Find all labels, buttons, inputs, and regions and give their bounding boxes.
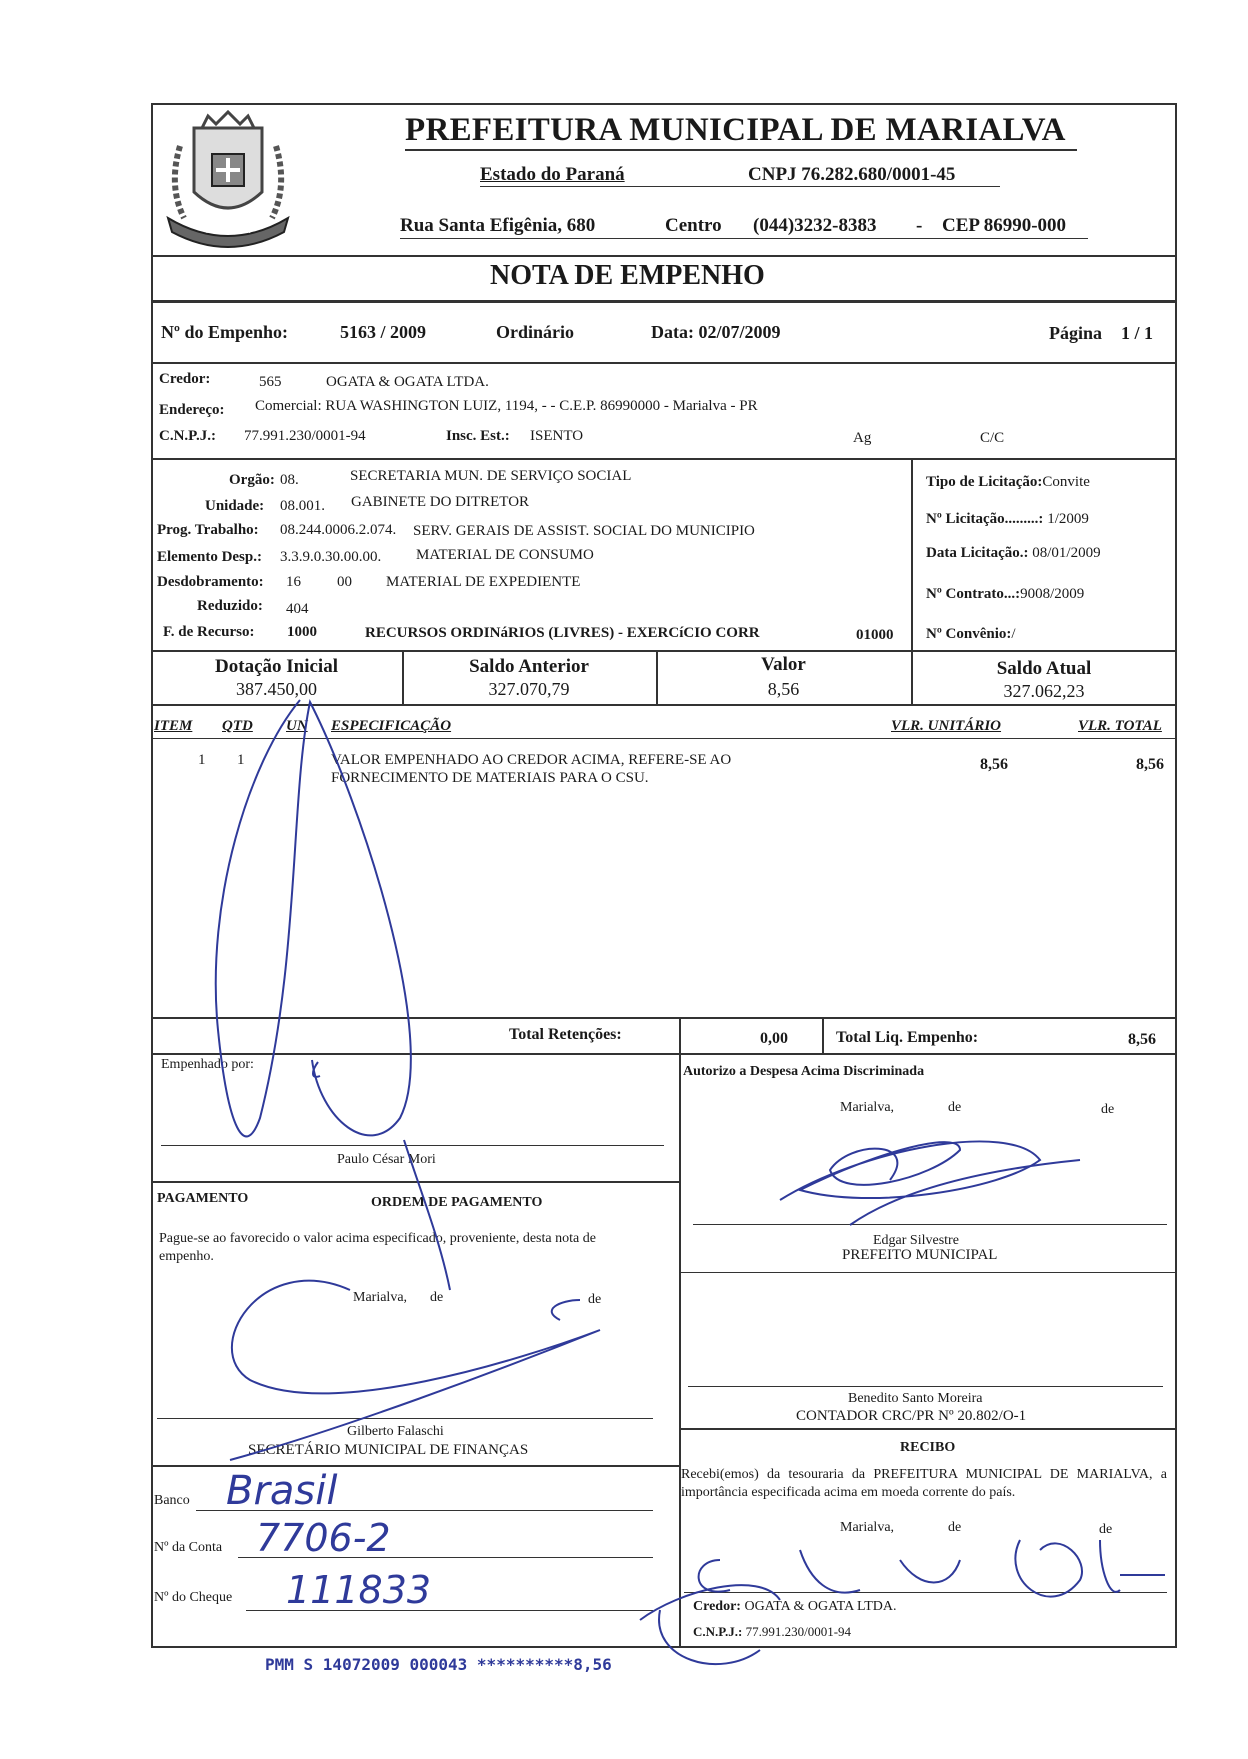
contrato-label: Nº Contrato...: [926,586,1021,602]
divider-autorizo [679,1272,1177,1273]
ie-value: ISENTO [530,428,584,444]
ag-label: Ag [853,430,872,446]
col-qtd: QTD [222,718,253,734]
prog-name: SERV. GERAIS DE ASSIST. SOCIAL DO MUNICIPIO [413,523,755,539]
credor-label: Credor: [159,371,211,387]
pagamento-de2: de [588,1292,602,1307]
address-underline [400,238,1088,239]
recibo-credor-label: Credor: [693,1599,741,1614]
valor-label: Valor [761,654,806,675]
fonte-label: F. de Recurso: [163,624,255,640]
contador-signature-line [688,1386,1163,1387]
valor-value: 8,56 [767,679,800,699]
fonte-name: RECURSOS ORDINáRIOS (LIVRES) - EXERCíCIO CORR [365,625,760,641]
item-total-value: 8,56 [1136,756,1164,773]
desd-a: 16 [286,574,301,590]
saldo-atual-value: 327.062,23 [1003,681,1085,701]
contador-role: CONTADOR CRC/PR Nº 20.802/O-1 [796,1408,1027,1424]
autorizo-role: PREFEITO MUNICIPAL [842,1247,998,1263]
dotacao-value: 387.450,00 [236,679,317,699]
elem-name: MATERIAL DE CONSUMO [416,547,594,563]
col-un: UN [286,718,308,734]
conta-label: Nº da Conta [154,1540,223,1555]
recibo-cnpj: 77.991.230/0001-94 [745,1624,852,1639]
autorizo-de2: de [1101,1102,1115,1117]
recibo-label: RECIBO [900,1440,956,1455]
saldo-atual-label: Saldo Atual [996,658,1092,679]
pagamento-text: Pague-se ao favorecido o valor acima especificado, proveniente, desta nota de empenho. [159,1231,596,1264]
col-item: ITEM [154,718,193,734]
banco-label: Banco [154,1493,190,1508]
header-district: Centro [665,215,722,236]
divider-licitacao [911,458,913,650]
desd-b: 00 [337,574,352,590]
recibo-de1: de [948,1520,962,1535]
saldo-anterior-label: Saldo Anterior [469,656,589,677]
svg-text:MARIALVA: MARIALVA [205,226,251,236]
ordem-pagamento-label: ORDEM DE PAGAMENTO [371,1195,543,1210]
elem-code: 3.3.9.0.30.00.00. [280,549,382,565]
credor-code: 565 [259,374,282,390]
banco-value: Brasil [226,1468,338,1514]
fonte-num: 01000 [856,627,894,643]
tipo-licitacao-label: Tipo de Licitação: [926,474,1043,490]
pagamento-signature-line [157,1418,653,1419]
divider-saldos [151,704,1177,706]
credor-cnpj-label: C.N.P.J.: [159,428,216,444]
unidade-code: 08.001. [280,498,325,514]
divider-empenho [151,362,1177,364]
orgao-label: Orgão: [229,472,275,488]
item-qtd: 1 [237,752,245,768]
empenho-date: Data: 02/07/2009 [651,322,781,342]
item-unit-value: 8,56 [980,756,1008,773]
dotacao-label: Dotação Inicial [215,656,338,677]
reduzido-value: 404 [286,601,309,617]
state-underline [480,186,1000,187]
unidade-label: Unidade: [205,498,265,514]
divider-budget [151,650,1177,652]
total-retencoes-label: Total Retenções: [509,1026,622,1043]
prog-label: Prog. Trabalho: [157,522,259,538]
autorizo-de1: de [948,1100,962,1115]
convenio-label: Nº Convênio: [926,626,1012,642]
state-name: Estado do Paraná [480,164,625,185]
ie-label: Insc. Est.: [446,428,510,444]
unidade-name: GABINETE DO DITRETOR [351,494,530,510]
empenhado-signature-line [161,1145,664,1146]
contador-name: Benedito Santo Moreira [848,1391,983,1406]
divider-items-header [151,738,1177,739]
fonte-code: 1000 [287,624,317,640]
divider-title [151,300,1177,303]
empenhado-label: Empenhado por: [161,1057,254,1072]
municipal-coat-of-arms-icon [154,106,302,254]
address-label: Endereço: [159,402,225,418]
col-especificacao: ESPECIFICAÇÃO [331,718,452,734]
page-value: 1 / 1 [1121,323,1154,343]
reduzido-label: Reduzido: [197,598,263,614]
total-liq-label: Total Liq. Empenho: [836,1029,979,1046]
empenho-label: Nº do Empenho: [161,322,288,342]
elem-label: Elemento Desp.: [157,549,262,565]
prog-code: 08.244.0006.2.074. [280,522,397,538]
credor-cnpj: 77.991.230/0001-94 [244,428,366,444]
divider-pagamento [151,1465,679,1467]
desd-name: MATERIAL DE EXPEDIENTE [386,574,581,590]
divider-totals-2 [822,1017,824,1053]
orgao-name: SECRETARIA MUN. DE SERVIÇO SOCIAL [350,468,632,484]
payment-stamp: PMM S 14072009 000043 **********8,56 [265,1655,612,1674]
cheque-label: Nº do Cheque [154,1590,233,1605]
header-street: Rua Santa Efigênia, 680 [400,215,596,236]
divider-lower-middle [679,1053,681,1648]
total-liq-value: 8,56 [1128,1031,1156,1048]
orgao-code: 08. [280,472,299,488]
credor-address: Comercial: RUA WASHINGTON LUIZ, 1194, - - C.E.P. 86990000 - Marialva - PR [255,398,758,414]
pagamento-label: PAGAMENTO [157,1191,249,1206]
divider-totals-1 [679,1017,681,1053]
header-dash: - [916,215,923,236]
title-underline [405,149,1077,151]
tipo-licitacao: Convite [1042,474,1090,490]
col-vlr-total: VLR. TOTAL [1078,718,1162,734]
header-cnpj: CNPJ 76.282.680/0001-45 [748,164,956,185]
recibo-signature-line [684,1592,1167,1593]
item-desc-line2: FORNECIMENTO DE MATERIAIS PARA O CSU. [331,770,649,786]
page-title: PREFEITURA MUNICIPAL DE MARIALVA [405,112,1066,148]
pagamento-place: Marialva, [353,1290,408,1305]
contrato-value: 9008/2009 [1020,586,1085,602]
recibo-credor: OGATA & OGATA LTDA. [744,1599,897,1614]
cheque-value: 111833 [286,1568,432,1612]
doc-title: NOTA DE EMPENHO [490,260,765,291]
conta-value: 7706-2 [256,1516,391,1560]
divider-totals-bottom [151,1053,1177,1055]
pagamento-role: SECRETÁRIO MUNICIPAL DE FINANÇAS [248,1442,529,1458]
pagamento-de1: de [430,1290,444,1305]
autorizo-name: Edgar Silvestre [873,1233,959,1248]
total-retencoes-value: 0,00 [760,1030,788,1047]
desd-label: Desdobramento: [157,574,264,590]
page-label: Página [1049,323,1103,343]
autorizo-label: Autorizo a Despesa Acima Discriminada [683,1064,925,1079]
divider-empenhado [151,1181,679,1183]
recibo-text: Recebi(emos) da tesouraria da PREFEITURA MUNICIPAL DE MARIALVA, a importância especificada acima em moeda corrente do país. [681,1467,1167,1500]
saldo-anterior-value: 327.070,79 [488,679,570,699]
data-licitacao-label: Data Licitação.: [926,545,1029,561]
col-vlr-unitario: VLR. UNITÁRIO [891,718,1002,734]
credor-name: OGATA & OGATA LTDA. [326,374,489,390]
empenhado-name: Paulo César Mori [337,1152,436,1167]
recibo-cnpj-label: C.N.P.J.: [693,1624,743,1639]
recibo-de2: de [1099,1522,1113,1537]
empenho-type: Ordinário [496,322,575,342]
cc-label: C/C [980,430,1005,446]
num-licitacao: 1/2009 [1047,511,1089,527]
convenio-value: / [1011,626,1016,642]
num-licitacao-label: Nº Licitação.........: [926,511,1044,527]
divider-credor [151,458,1177,460]
header-cep: CEP 86990-000 [942,215,1067,236]
empenho-number: 5163 / 2009 [340,322,427,342]
header-phone: (044)3232-8383 [753,215,877,236]
recibo-place: Marialva, [840,1520,895,1535]
autorizo-place: Marialva, [840,1100,895,1115]
divider-header [151,255,1177,257]
divider-contador [679,1428,1177,1430]
data-licitacao: 08/01/2009 [1032,545,1101,561]
autorizo-signature-line [693,1224,1167,1225]
pagamento-name: Gilberto Falaschi [347,1424,444,1439]
divider-totals-top [151,1017,1177,1019]
item-number: 1 [198,752,206,768]
item-desc-line1: VALOR EMPENHADO AO CREDOR ACIMA, REFERE-SE AO [331,752,732,768]
